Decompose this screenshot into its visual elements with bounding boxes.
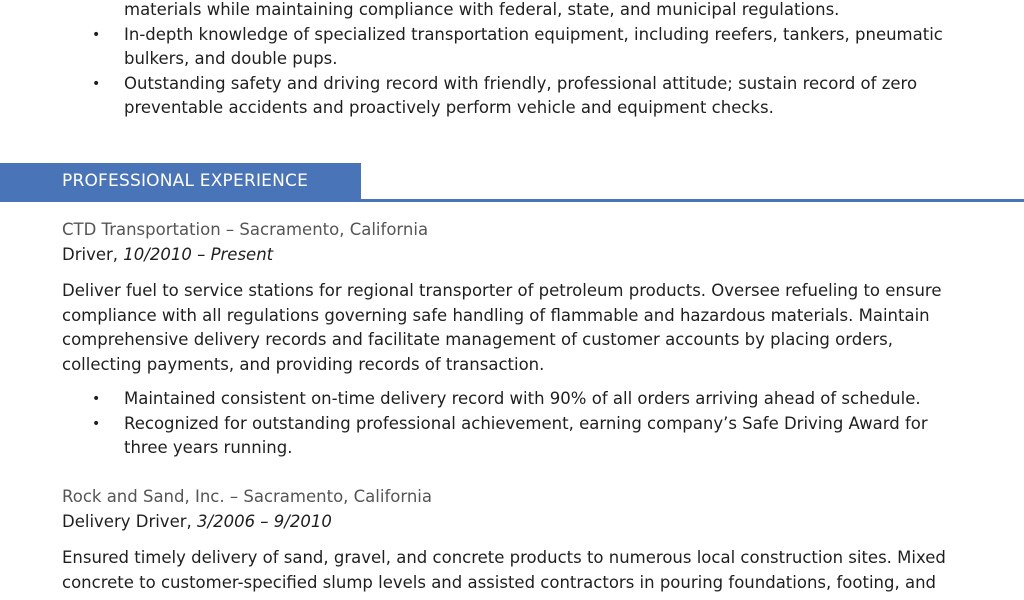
section-header [0, 163, 1024, 203]
job-bullet [0, 387, 954, 412]
bullet-icon: • [92, 26, 101, 43]
bullet-icon: • [92, 391, 101, 407]
job-bullet-text: Recognized for outstanding professional achievement, earning company’s Safe Driving Award for three years running. [124, 413, 928, 457]
job-bullet-list [0, 387, 954, 461]
summary-bullet [0, 23, 954, 72]
job-description: Ensured timely delivery of sand, gravel, and concrete products to numerous local construction sites. Mixed concrete to customer-specified slump levels and assisted contractors in pouring foundations, footing, and [62, 548, 946, 592]
summary-bullet-text: Outstanding safety and driving record with friendly, professional attitude; sustain record of zero preventable accidents and proactively perform vehicle and equipment checks. [124, 73, 918, 117]
job-company: CTD Transportation – Sacramento, California [62, 220, 429, 239]
bullet-icon: • [92, 75, 101, 92]
job-role-line [62, 245, 273, 264]
job-description: Deliver fuel to service stations for regional transporter of petroleum products. Oversee refueling to ensure compliance with all regulations governing safe handling of flammable and hazardous materials. Maintain comprehensive delivery records and facilitate management of customer accounts by placing orders, collecting payments, and providing records of transaction. [62, 281, 942, 374]
job-bullet-text: Maintained consistent on-time delivery record with 90% of all orders arriving ahead of schedule. [124, 389, 921, 408]
job-role-line [62, 512, 332, 531]
section-title: PROFESSIONAL EXPERIENCE [62, 171, 309, 191]
job-role: Driver, [62, 245, 119, 264]
job-dates: 10/2010 – Present [123, 245, 274, 264]
summary-bullet [0, 72, 954, 121]
bullet-icon: • [92, 415, 101, 432]
summary-bullet-list [0, 0, 954, 121]
job-dates: 3/2006 – 9/2010 [197, 512, 332, 531]
job-bullet [0, 412, 954, 461]
job-role: Delivery Driver, [62, 512, 192, 531]
summary-bullet [0, 0, 954, 23]
job-company: Rock and Sand, Inc. – Sacramento, California [62, 487, 433, 506]
summary-bullet-text: materials while maintaining compliance with federal, state, and municipal regulations. [124, 0, 840, 19]
summary-bullet-text: In-depth knowledge of specialized transportation equipment, including reefers, tankers, pneumatic bulkers, and double pups. [124, 24, 943, 68]
